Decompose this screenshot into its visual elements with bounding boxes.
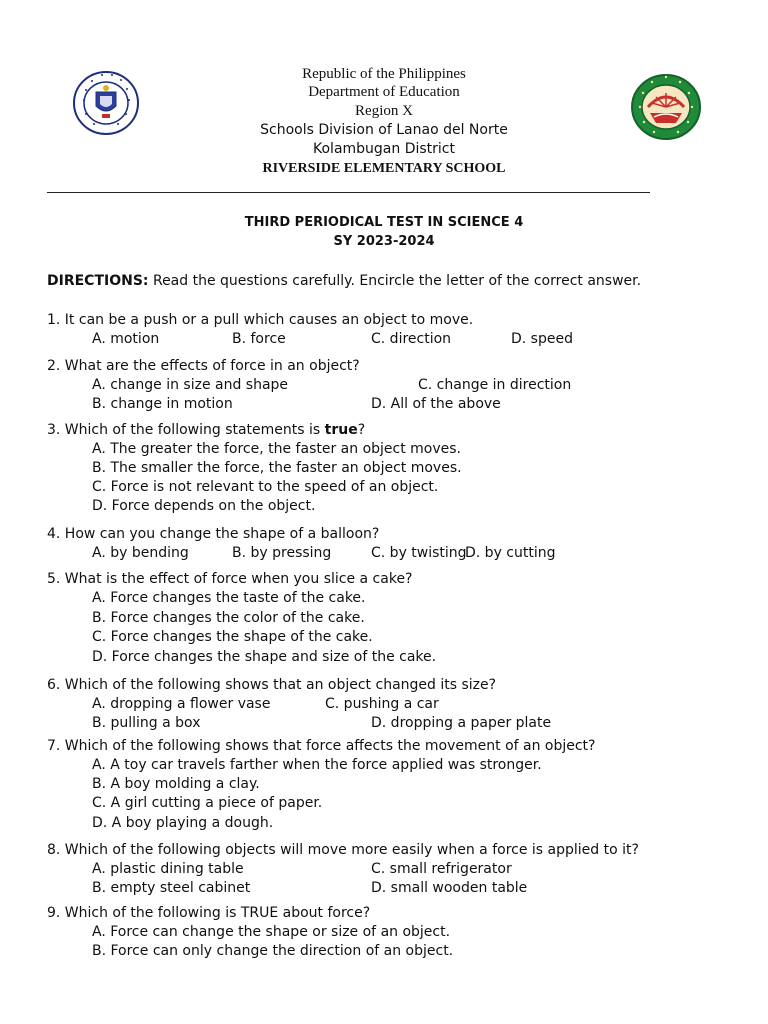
q9-option-a: A. Force can change the shape or size of an object. <box>92 924 451 940</box>
q2-option-b: B. change in motion <box>92 396 233 412</box>
header-district: Kolambugan District <box>313 141 455 157</box>
question-4: 4. How can you change the shape of a balloon? <box>47 526 380 542</box>
q7-option-a: A. A toy car travels farther when the force applied was stronger. <box>92 757 542 773</box>
question-2: 2. What are the effects of force in an object? <box>47 358 360 374</box>
directions-text: Read the questions carefully. Encircle the letter of the correct answer. <box>148 273 642 289</box>
q5-option-d: D. Force changes the shape and size of the cake. <box>92 649 437 665</box>
q7-option-c: C. A girl cutting a piece of paper. <box>92 795 323 811</box>
q1-option-a: A. motion <box>92 331 160 347</box>
q4-option-c: C. by twisting <box>371 545 467 561</box>
q1-option-c: C. direction <box>371 331 452 347</box>
q5-option-c: C. Force changes the shape of the cake. <box>92 629 373 645</box>
q8-option-c: C. small refrigerator <box>371 861 512 877</box>
question-8: 8. Which of the following objects will move more easily when a force is applied to it? <box>47 842 639 858</box>
q3-option-b: B. The smaller the force, the faster an object moves. <box>92 460 462 476</box>
q7-option-d: D. A boy playing a dough. <box>92 815 274 831</box>
deped-seal-icon <box>72 70 140 136</box>
q9-option-b: B. Force can only change the direction of an object. <box>92 943 454 959</box>
q6-option-b: B. pulling a box <box>92 715 201 731</box>
q3-option-d: D. Force depends on the object. <box>92 498 316 514</box>
q1-option-b: B. force <box>232 331 286 347</box>
question-9: 9. Which of the following is TRUE about force? <box>47 905 371 921</box>
header-region: Region X <box>355 103 413 119</box>
header-department: Department of Education <box>308 84 460 100</box>
q4-option-b: B. by pressing <box>232 545 332 561</box>
q6-option-a: A. dropping a flower vase <box>92 696 271 712</box>
q5-option-b: B. Force changes the color of the cake. <box>92 610 365 626</box>
question-3 <box>47 421 365 439</box>
q3-text-before: 3. Which of the following statements is <box>47 422 325 438</box>
q8-option-a: A. plastic dining table <box>92 861 244 877</box>
q1-option-d: D. speed <box>511 331 573 347</box>
q3-option-c: C. Force is not relevant to the speed of an object. <box>92 479 439 495</box>
header-school-name: RIVERSIDE ELEMENTARY SCHOOL <box>262 161 506 176</box>
school-year: SY 2023-2024 <box>333 234 435 249</box>
test-title: THIRD PERIODICAL TEST IN SCIENCE 4 <box>244 215 524 230</box>
question-6: 6. Which of the following shows that an object changed its size? <box>47 677 497 693</box>
q6-option-d: D. dropping a paper plate <box>371 715 552 731</box>
q3-text-after: ? <box>357 422 366 438</box>
header-division: Schools Division of Lanao del Norte <box>260 122 508 138</box>
q5-option-a: A. Force changes the taste of the cake. <box>92 590 366 606</box>
q4-option-a: A. by bending <box>92 545 189 561</box>
directions-label: DIRECTIONS: <box>47 273 149 289</box>
q2-option-c: C. change in direction <box>418 377 572 393</box>
q6-option-c: C. pushing a car <box>325 696 439 712</box>
q4-option-d: D. by cutting <box>465 545 556 561</box>
question-5: 5. What is the effect of force when you slice a cake? <box>47 571 413 587</box>
question-1: 1. It can be a push or a pull which causes an object to move. <box>47 312 474 328</box>
q2-option-d: D. All of the above <box>371 396 501 412</box>
q2-option-a: A. change in size and shape <box>92 377 289 393</box>
header-republic: Republic of the Philippines <box>302 66 466 82</box>
header-divider <box>47 192 650 193</box>
q7-option-b: B. A boy molding a clay. <box>92 776 260 792</box>
question-7: 7. Which of the following shows that force affects the movement of an object? <box>47 738 596 754</box>
q8-option-b: B. empty steel cabinet <box>92 880 251 896</box>
q3-option-a: A. The greater the force, the faster an object moves. <box>92 441 462 457</box>
school-logo-icon <box>630 73 702 141</box>
q3-text-bold: true <box>324 422 358 438</box>
q8-option-d: D. small wooden table <box>371 880 528 896</box>
directions <box>47 272 641 290</box>
